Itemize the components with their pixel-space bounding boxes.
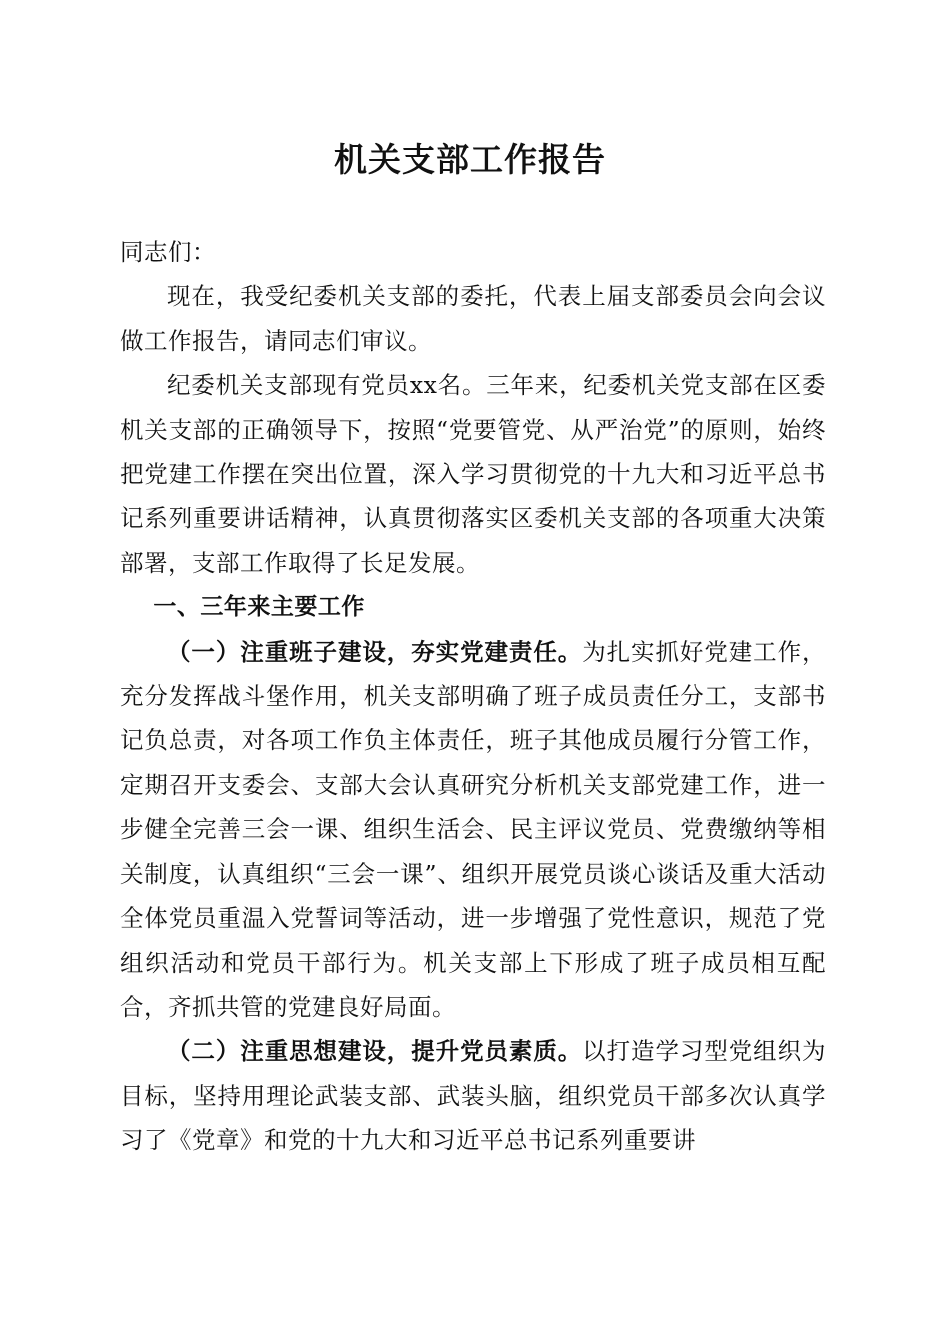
subsection-team-building	[120, 630, 826, 1030]
subsection-text: 为扎实抓好党建工作，充分发挥战斗堡作用，机关支部明确了班子成员责任分工，支部书记负总责，对各项工作负主体责任，班子其他成员履行分管工作，定期召开支委会、支部大会认真研究分析机关支部党建工作，进一步健全完善三会一课、组织生活会、民主评议党员、党费缴纳等相关制度，认真组织“三会一课”、组织开展党员谈心谈话及重大活动全体党员重温入党誓词等活动，进一步增强了党性意识，规范了党组织活动和党员干部行为。机关支部上下形成了班子成员相互配合，齐抓共管的党建良好局面。	[120, 637, 827, 1021]
subsection-text: 以打造学习型党组织为目标，坚持用理论武装支部、武装头脑，组织党员干部多次认真学习了《党章》和党的十九大和习近平总书记系列重要讲	[120, 1037, 827, 1155]
subsection-title: （一）注重班子建设，夯实党建责任。	[167, 637, 583, 666]
subsection-title: （二）注重思想建设，提升党员素质。	[167, 1037, 583, 1066]
document-body	[120, 230, 826, 1163]
paragraph-intro: 现在，我受纪委机关支部的委托，代表上届支部委员会向会议做工作报告，请同志们审议。	[120, 282, 826, 355]
subsection-ideological-building	[120, 1029, 826, 1162]
document-title: 机关支部工作报告	[334, 140, 606, 179]
paragraph-overview: 纪委机关支部现有党员xx名。三年来，纪委机关党支部在区委机关支部的正确领导下，按照“党要管党、从严治党”的原则，始终把党建工作摆在突出位置，深入学习贯彻党的十九大和习近平总书记系列重要讲话精神，认真贯彻落实区委机关支部的各项重大决策部署，支部工作取得了长足发展。	[120, 371, 826, 577]
section-heading-main-work: 一、三年来主要工作	[153, 594, 365, 621]
salutation: 同志们：	[120, 238, 216, 266]
